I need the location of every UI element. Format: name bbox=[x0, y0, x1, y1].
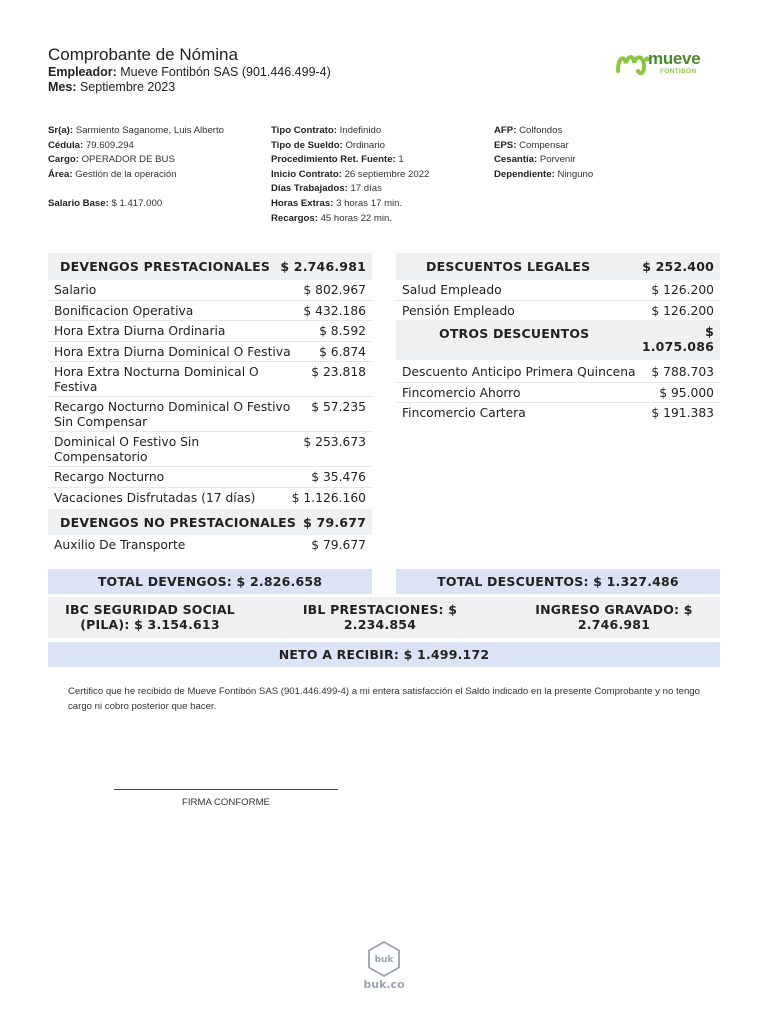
info-label: Recargos: bbox=[271, 212, 318, 224]
devengos-no-prestacionales-rows bbox=[48, 535, 372, 555]
row-amount: $ 95.000 bbox=[659, 385, 714, 400]
devengos-table bbox=[48, 253, 372, 555]
row-amount: $ 57.235 bbox=[311, 400, 366, 414]
info-line bbox=[494, 139, 593, 154]
info-line bbox=[494, 168, 593, 183]
info-line bbox=[48, 153, 224, 168]
table-row bbox=[48, 362, 372, 397]
devengos-no-prestacionales-total: $ 79.677 bbox=[303, 514, 366, 530]
month-label: Mes: bbox=[48, 80, 77, 94]
row-label: Salud Empleado bbox=[402, 283, 502, 297]
otros-descuentos-rows bbox=[396, 360, 720, 423]
row-label: Hora Extra Diurna Dominical O Festiva bbox=[54, 344, 291, 359]
certification-text: Certifico que he recibido de Mueve Fontibón SAS (901.446.499-4) a mi entera satisfacción el Saldo indicado en la presente Comprobante y no tengo cargo ni cobro posterior que hacer. bbox=[68, 686, 700, 712]
devengos-prestacionales-header bbox=[48, 253, 372, 280]
row-amount: $ 35.476 bbox=[311, 470, 366, 484]
descuentos-table bbox=[396, 253, 720, 423]
ibl-prestaciones: IBL PRESTACIONES: $ 2.234.854 bbox=[302, 602, 458, 632]
devengos-prestacionales-rows bbox=[48, 280, 372, 507]
row-label: Salario bbox=[54, 283, 97, 297]
otros-descuentos-title: OTROS DESCUENTOS bbox=[439, 326, 590, 341]
info-value: 26 septiembre 2022 bbox=[344, 168, 430, 180]
row-amount: $ 6.874 bbox=[319, 344, 366, 359]
info-line bbox=[48, 139, 224, 154]
row-label: Pensión Empleado bbox=[402, 303, 515, 318]
devengos-prestacionales-title: DEVENGOS PRESTACIONALES bbox=[60, 259, 271, 274]
info-label: Horas Extras: bbox=[271, 197, 334, 209]
ibc-seguridad-social: IBC SEGURIDAD SOCIAL (PILA): $ 3.154.613 bbox=[65, 602, 235, 632]
buk-logo-icon bbox=[366, 941, 402, 977]
table-row bbox=[396, 280, 720, 301]
info-value: Indefinido bbox=[339, 125, 382, 136]
table-row bbox=[48, 280, 372, 301]
row-label: Recargo Nocturno bbox=[54, 470, 165, 484]
info-label: Tipo Contrato: bbox=[271, 125, 337, 136]
info-line bbox=[271, 168, 429, 183]
row-label: Descuento Anticipo Primera Quincena bbox=[402, 365, 636, 379]
info-line bbox=[271, 212, 429, 227]
info-label: Salario Base: bbox=[48, 197, 109, 209]
info-line bbox=[271, 124, 429, 139]
info-value: Colfondos bbox=[519, 125, 563, 136]
info-label: Cargo: bbox=[48, 154, 79, 166]
table-row bbox=[48, 342, 372, 363]
table-row bbox=[396, 403, 720, 423]
table-row bbox=[48, 467, 372, 488]
row-amount: $ 126.200 bbox=[651, 283, 714, 297]
table-row bbox=[48, 397, 372, 432]
row-amount: $ 23.818 bbox=[311, 365, 366, 379]
info-value: Ninguno bbox=[557, 168, 594, 180]
info-label: Días Trabajados: bbox=[271, 183, 348, 195]
table-row bbox=[48, 488, 372, 508]
info-value: 1 bbox=[398, 154, 404, 166]
month-value: Septiembre 2023 bbox=[79, 80, 176, 94]
info-label: Área: bbox=[48, 168, 73, 180]
info-line bbox=[271, 153, 429, 168]
table-row bbox=[48, 432, 372, 467]
descuentos-legales-header bbox=[396, 253, 720, 280]
devengos-no-prestacionales-title: DEVENGOS NO PRESTACIONALES bbox=[60, 514, 297, 530]
row-label: Dominical O Festivo Sin Compensatorio bbox=[54, 435, 200, 464]
descuentos-legales-title: DESCUENTOS LEGALES bbox=[426, 259, 591, 274]
row-amount: $ 802.967 bbox=[303, 283, 366, 297]
company-logo bbox=[614, 45, 724, 79]
buk-url[interactable]: buk.co bbox=[363, 978, 405, 991]
info-value: Compensar bbox=[519, 139, 569, 151]
info-label: EPS: bbox=[494, 139, 517, 151]
info-value: Porvenir bbox=[539, 154, 576, 166]
info-line bbox=[271, 197, 429, 212]
signature-label: FIRMA CONFORME bbox=[182, 797, 270, 808]
info-value: Ordinario bbox=[345, 139, 385, 151]
total-devengos: TOTAL DEVENGOS: $ 2.826.658 bbox=[48, 569, 372, 594]
info-value: OPERADOR DE BUS bbox=[81, 154, 175, 166]
info-value: 45 horas 22 min. bbox=[320, 212, 393, 224]
info-value: $ 1.417.000 bbox=[111, 197, 163, 209]
row-label: Hora Extra Diurna Ordinaria bbox=[54, 324, 226, 338]
total-descuentos: TOTAL DESCUENTOS: $ 1.327.486 bbox=[396, 569, 720, 594]
signature-line bbox=[114, 789, 338, 790]
employer-line bbox=[48, 65, 331, 80]
employee-info-col3 bbox=[494, 124, 593, 182]
info-value: 3 horas 17 min. bbox=[336, 197, 403, 209]
row-amount: $ 79.677 bbox=[311, 538, 366, 552]
info-label: Cédula: bbox=[48, 139, 84, 151]
info-line bbox=[271, 182, 429, 197]
devengos-no-prestacionales-header bbox=[48, 509, 372, 535]
info-label: Dependiente: bbox=[494, 168, 555, 180]
row-label: Recargo Nocturno Dominical O Festivo Sin Compensar bbox=[54, 400, 291, 429]
table-row bbox=[48, 301, 372, 322]
row-amount: $ 126.200 bbox=[651, 303, 714, 318]
info-value: Sarmiento Saganome, Luis Alberto bbox=[75, 125, 224, 136]
logo-wordmark: mueve bbox=[648, 49, 701, 68]
row-label: Fincomercio Ahorro bbox=[402, 385, 521, 400]
row-label: Vacaciones Disfrutadas (17 días) bbox=[54, 490, 256, 505]
row-amount: $ 432.186 bbox=[303, 303, 366, 318]
table-row bbox=[48, 321, 372, 342]
row-label: Bonificacion Operativa bbox=[54, 303, 194, 318]
info-label: Sr(a): bbox=[48, 125, 74, 136]
info-value: 17 días bbox=[350, 183, 382, 195]
info-label: Inicio Contrato: bbox=[271, 168, 342, 180]
mueve-logo-icon bbox=[614, 45, 650, 79]
employer-label: Empleador: bbox=[48, 65, 117, 79]
info-line bbox=[48, 124, 224, 139]
table-row bbox=[396, 301, 720, 321]
row-amount: $ 1.126.160 bbox=[291, 490, 366, 505]
row-amount: $ 788.703 bbox=[651, 365, 714, 379]
document-title: Comprobante de Nómina bbox=[48, 45, 238, 64]
devengos-prestacionales-total: $ 2.746.981 bbox=[280, 259, 366, 274]
info-line bbox=[494, 153, 593, 168]
table-row bbox=[48, 535, 372, 555]
info-label: Procedimiento Ret. Fuente: bbox=[271, 154, 396, 166]
month-line bbox=[48, 80, 331, 95]
table-row bbox=[396, 362, 720, 383]
ingreso-gravado: INGRESO GRAVADO: $ 2.746.981 bbox=[535, 602, 693, 632]
row-amount: $ 253.673 bbox=[303, 435, 366, 449]
employee-info-col2 bbox=[271, 124, 429, 226]
descuentos-legales-total: $ 252.400 bbox=[642, 259, 714, 274]
row-label: Auxilio De Transporte bbox=[54, 538, 186, 552]
info-label: AFP: bbox=[494, 125, 517, 136]
info-label: Cesantía: bbox=[494, 154, 538, 166]
employee-info-col1 bbox=[48, 124, 224, 212]
neto-a-recibir: NETO A RECIBIR: $ 1.499.172 bbox=[48, 642, 720, 667]
row-label: Fincomercio Cartera bbox=[402, 406, 526, 420]
info-line bbox=[271, 139, 429, 154]
info-label: Tipo de Sueldo: bbox=[271, 139, 343, 151]
info-line bbox=[48, 197, 224, 212]
otros-descuentos-total: $ 1.075.086 bbox=[641, 324, 714, 354]
row-label: Hora Extra Nocturna Dominical O Festiva bbox=[54, 365, 259, 394]
document-header bbox=[48, 45, 331, 95]
employer-value: Mueve Fontibón SAS (901.446.499-4) bbox=[120, 65, 331, 79]
buk-logo-text: buk bbox=[374, 955, 394, 965]
info-value: 79.609.294 bbox=[85, 139, 134, 151]
bases-box bbox=[48, 597, 720, 638]
info-line bbox=[494, 124, 593, 139]
otros-descuentos-header bbox=[396, 320, 720, 360]
row-amount: $ 8.592 bbox=[319, 324, 366, 338]
logo-subtitle: FONTIBÓN bbox=[660, 68, 697, 75]
info-value: Gestión de la operación bbox=[75, 168, 177, 180]
descuentos-legales-rows bbox=[396, 280, 720, 320]
info-line bbox=[48, 168, 224, 183]
table-row bbox=[396, 383, 720, 404]
info-gap bbox=[48, 182, 224, 197]
row-amount: $ 191.383 bbox=[651, 406, 714, 420]
